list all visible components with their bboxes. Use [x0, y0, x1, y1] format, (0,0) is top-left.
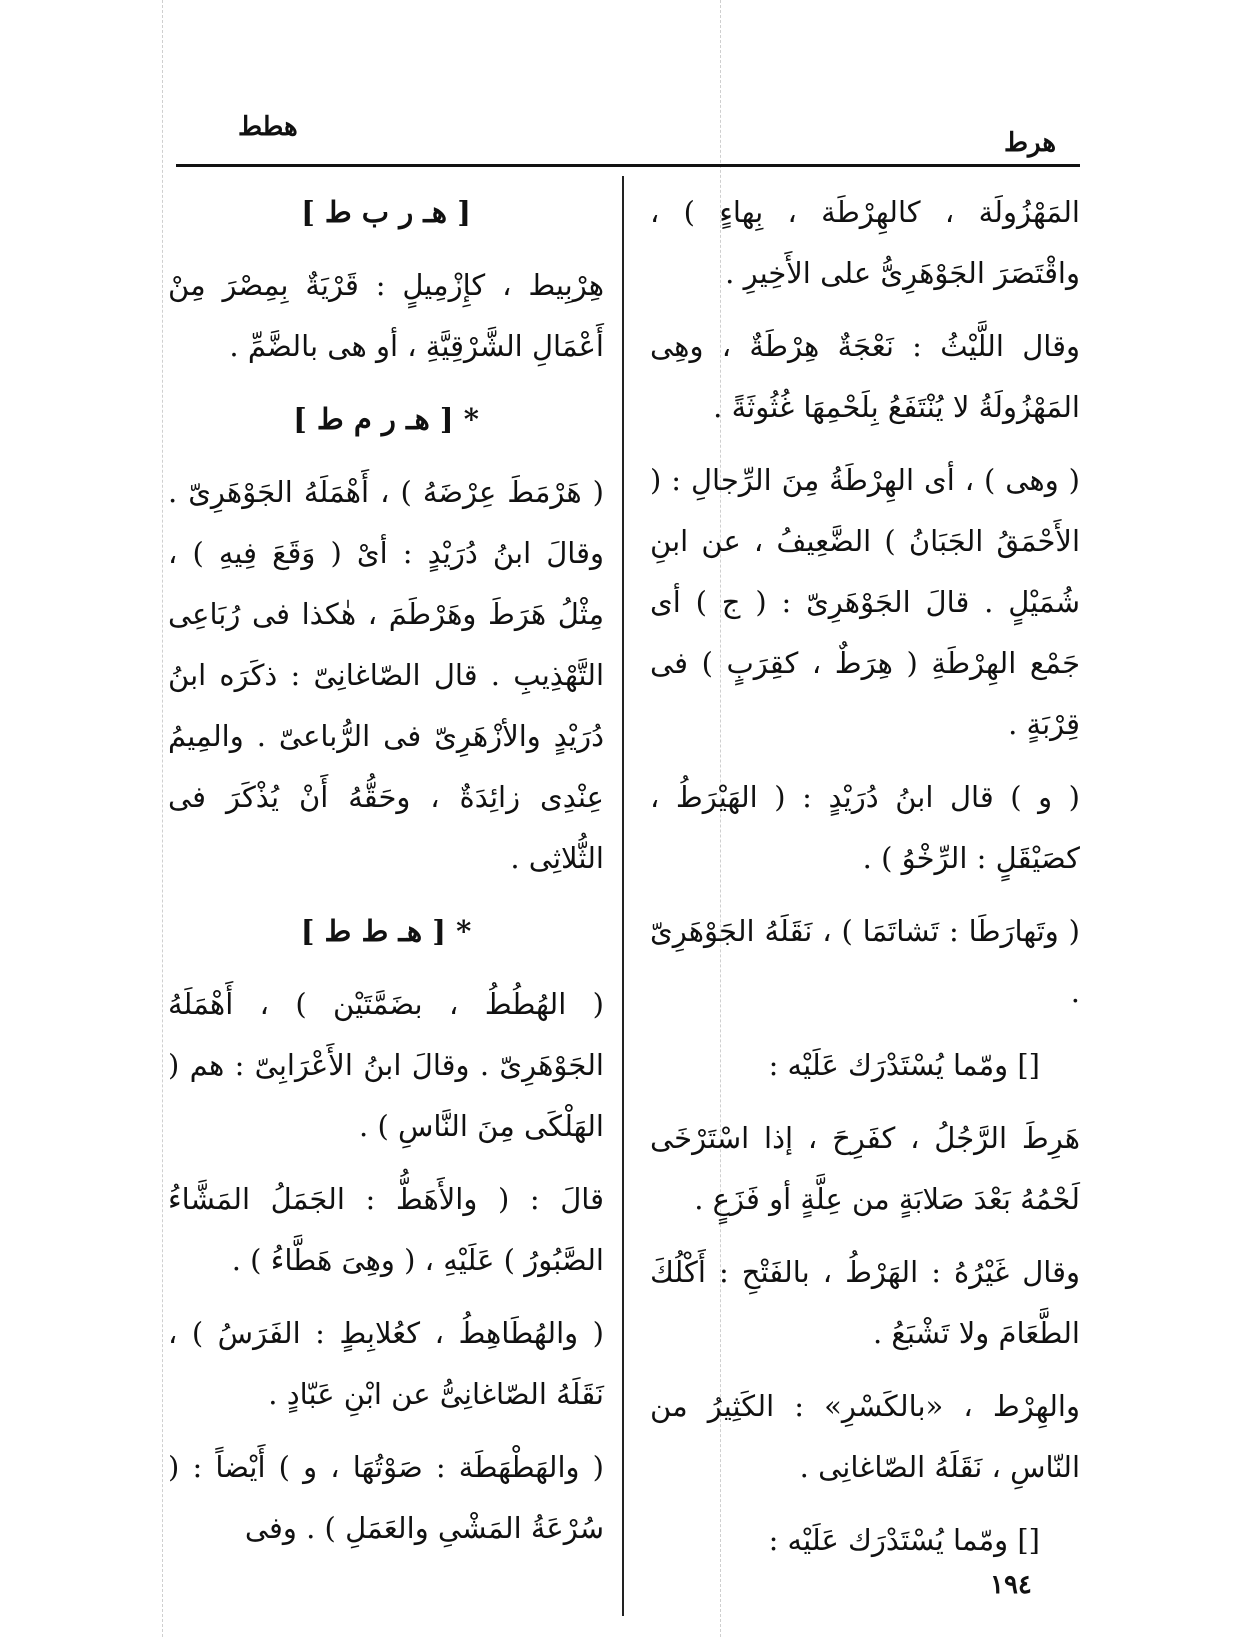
entry-paragraph: ( والهُطَاهِطُ ، كعُلابِطٍ : الفَرَسُ ) ، نَقَلَهُ الصّاغانِىُّ عن ابْنِ عَبّادٍ .: [168, 1316, 604, 1411]
entry-paragraph: ( وهى ) ، أى الهِرْطَةُ مِنَ الرِّجالِ : ( الأَحْمَقُ الجَبَانُ ) الضَّعِيفُ ، عن ابنِ شُمَيْلٍ . قالَ الجَوْهَرِىّ : ( ج ) أى جَمْع الهِرْطَةِ ( هِرَطٌ ، كقِرَبٍ ) فى قِرْبَةٍ .: [650, 463, 1080, 741]
entry-paragraph: المَهْزُولَة ، كالهِرْطَة ، بِهاءٍ ) ، واقْتَصَرَ الجَوْهَرِىُّ على الأَخِيرِ .: [650, 195, 1080, 290]
entry-paragraph: ( وتَهارَطَا : تَشاتَمَا ) ، نَقَلَهُ الجَوْهَرِىّ .: [650, 914, 1080, 1009]
entry-paragraph: ( و ) قال ابنُ دُرَيْدٍ : ( الهَيْرَطُ ، كصَيْقَلٍ : الرِّخْوُ ) .: [650, 780, 1080, 875]
supplement-heading: [] ومّما يُسْتَدْرَك عَلَيْه :: [768, 1048, 1040, 1082]
entry-paragraph: هِرْبِيط ، كإِزْمِيلٍ : قَرْيَةٌ بِمِصْرَ مِنْ أَعْمَالِ الشَّرْقِيَّةِ ، أو هى بالضَّمِّ .: [168, 268, 604, 363]
entry-paragraph: ( هَرْمَطَ عِرْضَهُ ) ، أَهْمَلَهُ الجَوْهَرِىّ . وقالَ ابنُ دُرَيْدٍ : أىْ ( وَقَعَ فِيهِ ) ، مِثْلُ هَرَطَ وهَرْطَمَ ، هٰكذا فى رُبَاعِى التَّهْذِيبِ . قال الصّاغانِىّ : ذكَرَه ابنُ دُرَيْدٍ والأزْهَرِىّ فى الرُّباعىّ . والمِيمُ عِنْدِى زائِدَةٌ ، وحَقُّهُ أَنْ يُذْكَرَ فى الثُّلاثِى .: [168, 475, 604, 875]
supplement-heading: [] ومّما يُسْتَدْرَك عَلَيْه :: [768, 1523, 1040, 1557]
entry-paragraph: وقال غَيْرُهُ : الهَرْطُ ، بالفَتْحِ : أَكْلُكَ الطَّعَامَ ولا تَشْبَعُ .: [650, 1255, 1080, 1350]
entry-paragraph: ( والهَطْهَطَة : صَوْتُهَا ، و ) أَيْضاً : ( سُرْعَةُ المَشْىِ والعَمَلِ ) . وفى: [168, 1450, 604, 1545]
entry-paragraph: والهِرْط ، «بالكَسْرِ» : الكَثِيرُ من النّاسِ ، نَقَلَهُ الصّاغانِى .: [650, 1389, 1080, 1484]
entry-paragraph: وقال اللَّيْثُ : نَعْجَةٌ هِرْطَةٌ ، وهِى المَهْزُولَةُ لا يُنْتَفَعُ بِلَحْمِهَا غُثُوثَةً .: [650, 329, 1080, 424]
root-heading: * [ هـ ر م ط ]: [293, 402, 479, 436]
left-column: [168, 182, 604, 1571]
running-header-left: هطط: [238, 112, 298, 142]
scan-guide-line: [162, 0, 163, 1637]
running-header-right: هرط: [1004, 128, 1057, 158]
right-column: [650, 182, 1080, 1583]
root-heading: [ هـ ر ب ط ]: [301, 195, 471, 229]
column-divider: [622, 176, 624, 1616]
entry-paragraph: هَرِطَ الرَّجُلُ ، كفَرِحَ ، إذا اسْتَرْخَى لَحْمُهُ بَعْدَ صَلابَةٍ من عِلَّةٍ أو فَزَعٍ .: [650, 1121, 1080, 1216]
page-number: ١٩٤: [990, 1570, 1032, 1600]
entry-paragraph: ( الهُطُطُ ، بضَمَّتَيْن ) ، أَهْمَلَهُ الجَوْهَرِىّ . وقالَ ابنُ الأَعْرَابِىّ : هم ( الهَلْكَى مِنَ النَّاسِ ) .: [168, 987, 604, 1143]
root-heading: * [ هـ ط ط ]: [300, 914, 472, 948]
header-rule: [176, 164, 1080, 167]
entry-paragraph: قالَ : ( والأَهَطُّ : الجَمَلُ المَشَّاءُ الصَّبُورُ ) عَلَيْهِ ، ( وهِىَ هَطَّاءُ ) .: [168, 1182, 604, 1277]
